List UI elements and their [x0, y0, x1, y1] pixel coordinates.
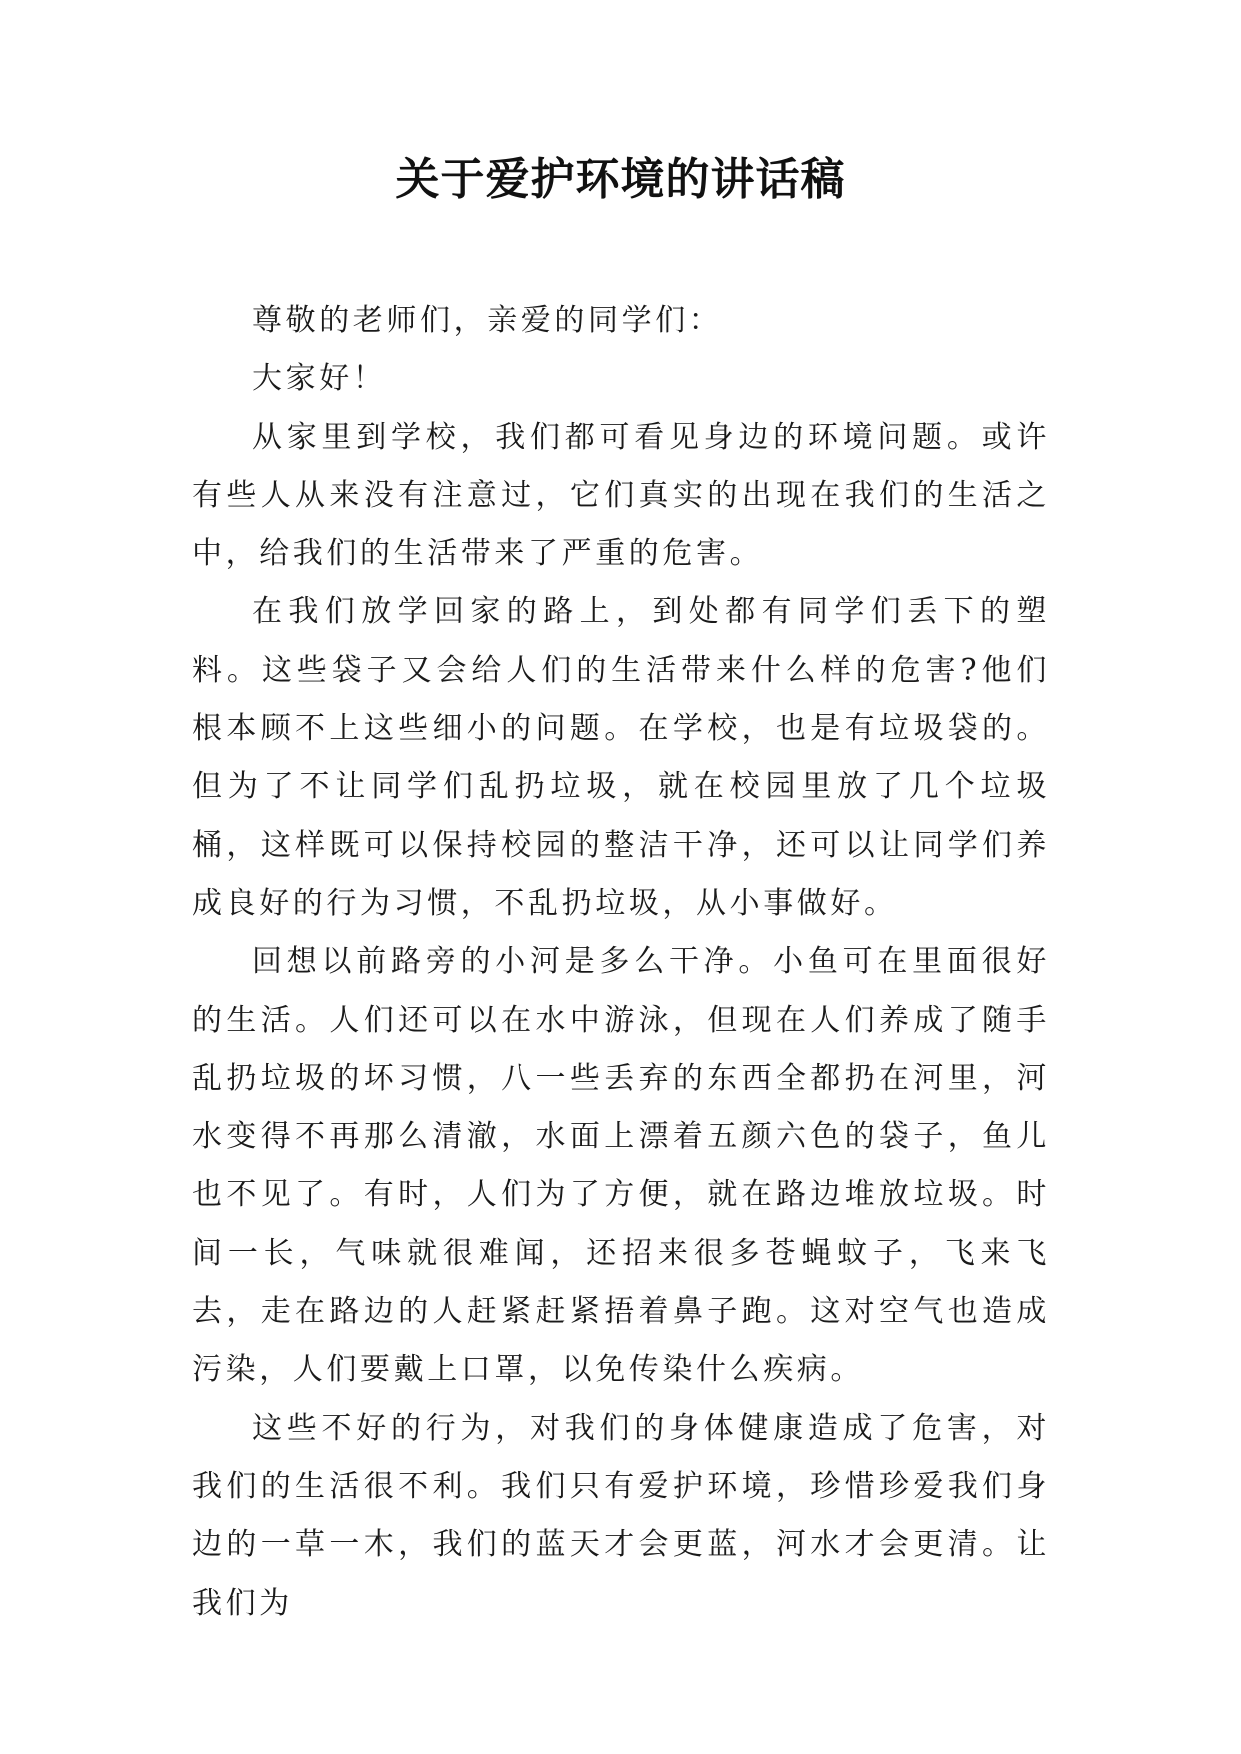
document-body — [192, 292, 1050, 1633]
paragraph-plastic: 在我们放学回家的路上，到处都有同学们丢下的塑料。这些袋子又会给人们的生活带来什么样的危害?他们根本顾不上这些细小的问题。在学校，也是有垃圾袋的。但为了不让同学们乱扔垃圾，就在校园里放了几个垃圾桶，这样既可以保持校园的整洁干净，还可以让同学们养成良好的行为习惯，不乱扔垃圾，从小事做好。 — [192, 594, 1050, 921]
paragraph-river: 回想以前路旁的小河是多么干净。小鱼可在里面很好的生活。人们还可以在水中游泳，但现在人们养成了随手乱扔垃圾的坏习惯，八一些丢弃的东西全都扔在河里，河水变得不再那么清澈，水面上漂着五颜六色的袋子，鱼儿也不见了。有时，人们为了方便，就在路边堆放垃圾。时间一长，气味就很难闻，还招来很多苍蝇蚊子，飞来飞去，走在路边的人赶紧赶紧捂着鼻子跑。这对空气也造成污染，人们要戴上口罩，以免传染什么疾病。 — [192, 944, 1050, 1388]
paragraph-conclusion: 这些不好的行为，对我们的身体健康造成了危害，对我们的生活很不利。我们只有爱护环境，珍惜珍爱我们身边的一草一木，我们的蓝天才会更蓝，河水才会更清。让我们为 — [192, 1410, 1050, 1621]
paragraph-greeting: 大家好！ — [252, 361, 387, 397]
paragraph-salutation: 尊敬的老师们，亲爱的同学们： — [252, 303, 723, 338]
document-title: 关于爱护环境的讲话稿 — [395, 154, 846, 205]
paragraph-intro: 从家里到学校，我们都可看见身边的环境问题。或许有些人从来没有注意过，它们真实的出现在我们的生活之中，给我们的生活带来了严重的危害。 — [192, 419, 1050, 572]
